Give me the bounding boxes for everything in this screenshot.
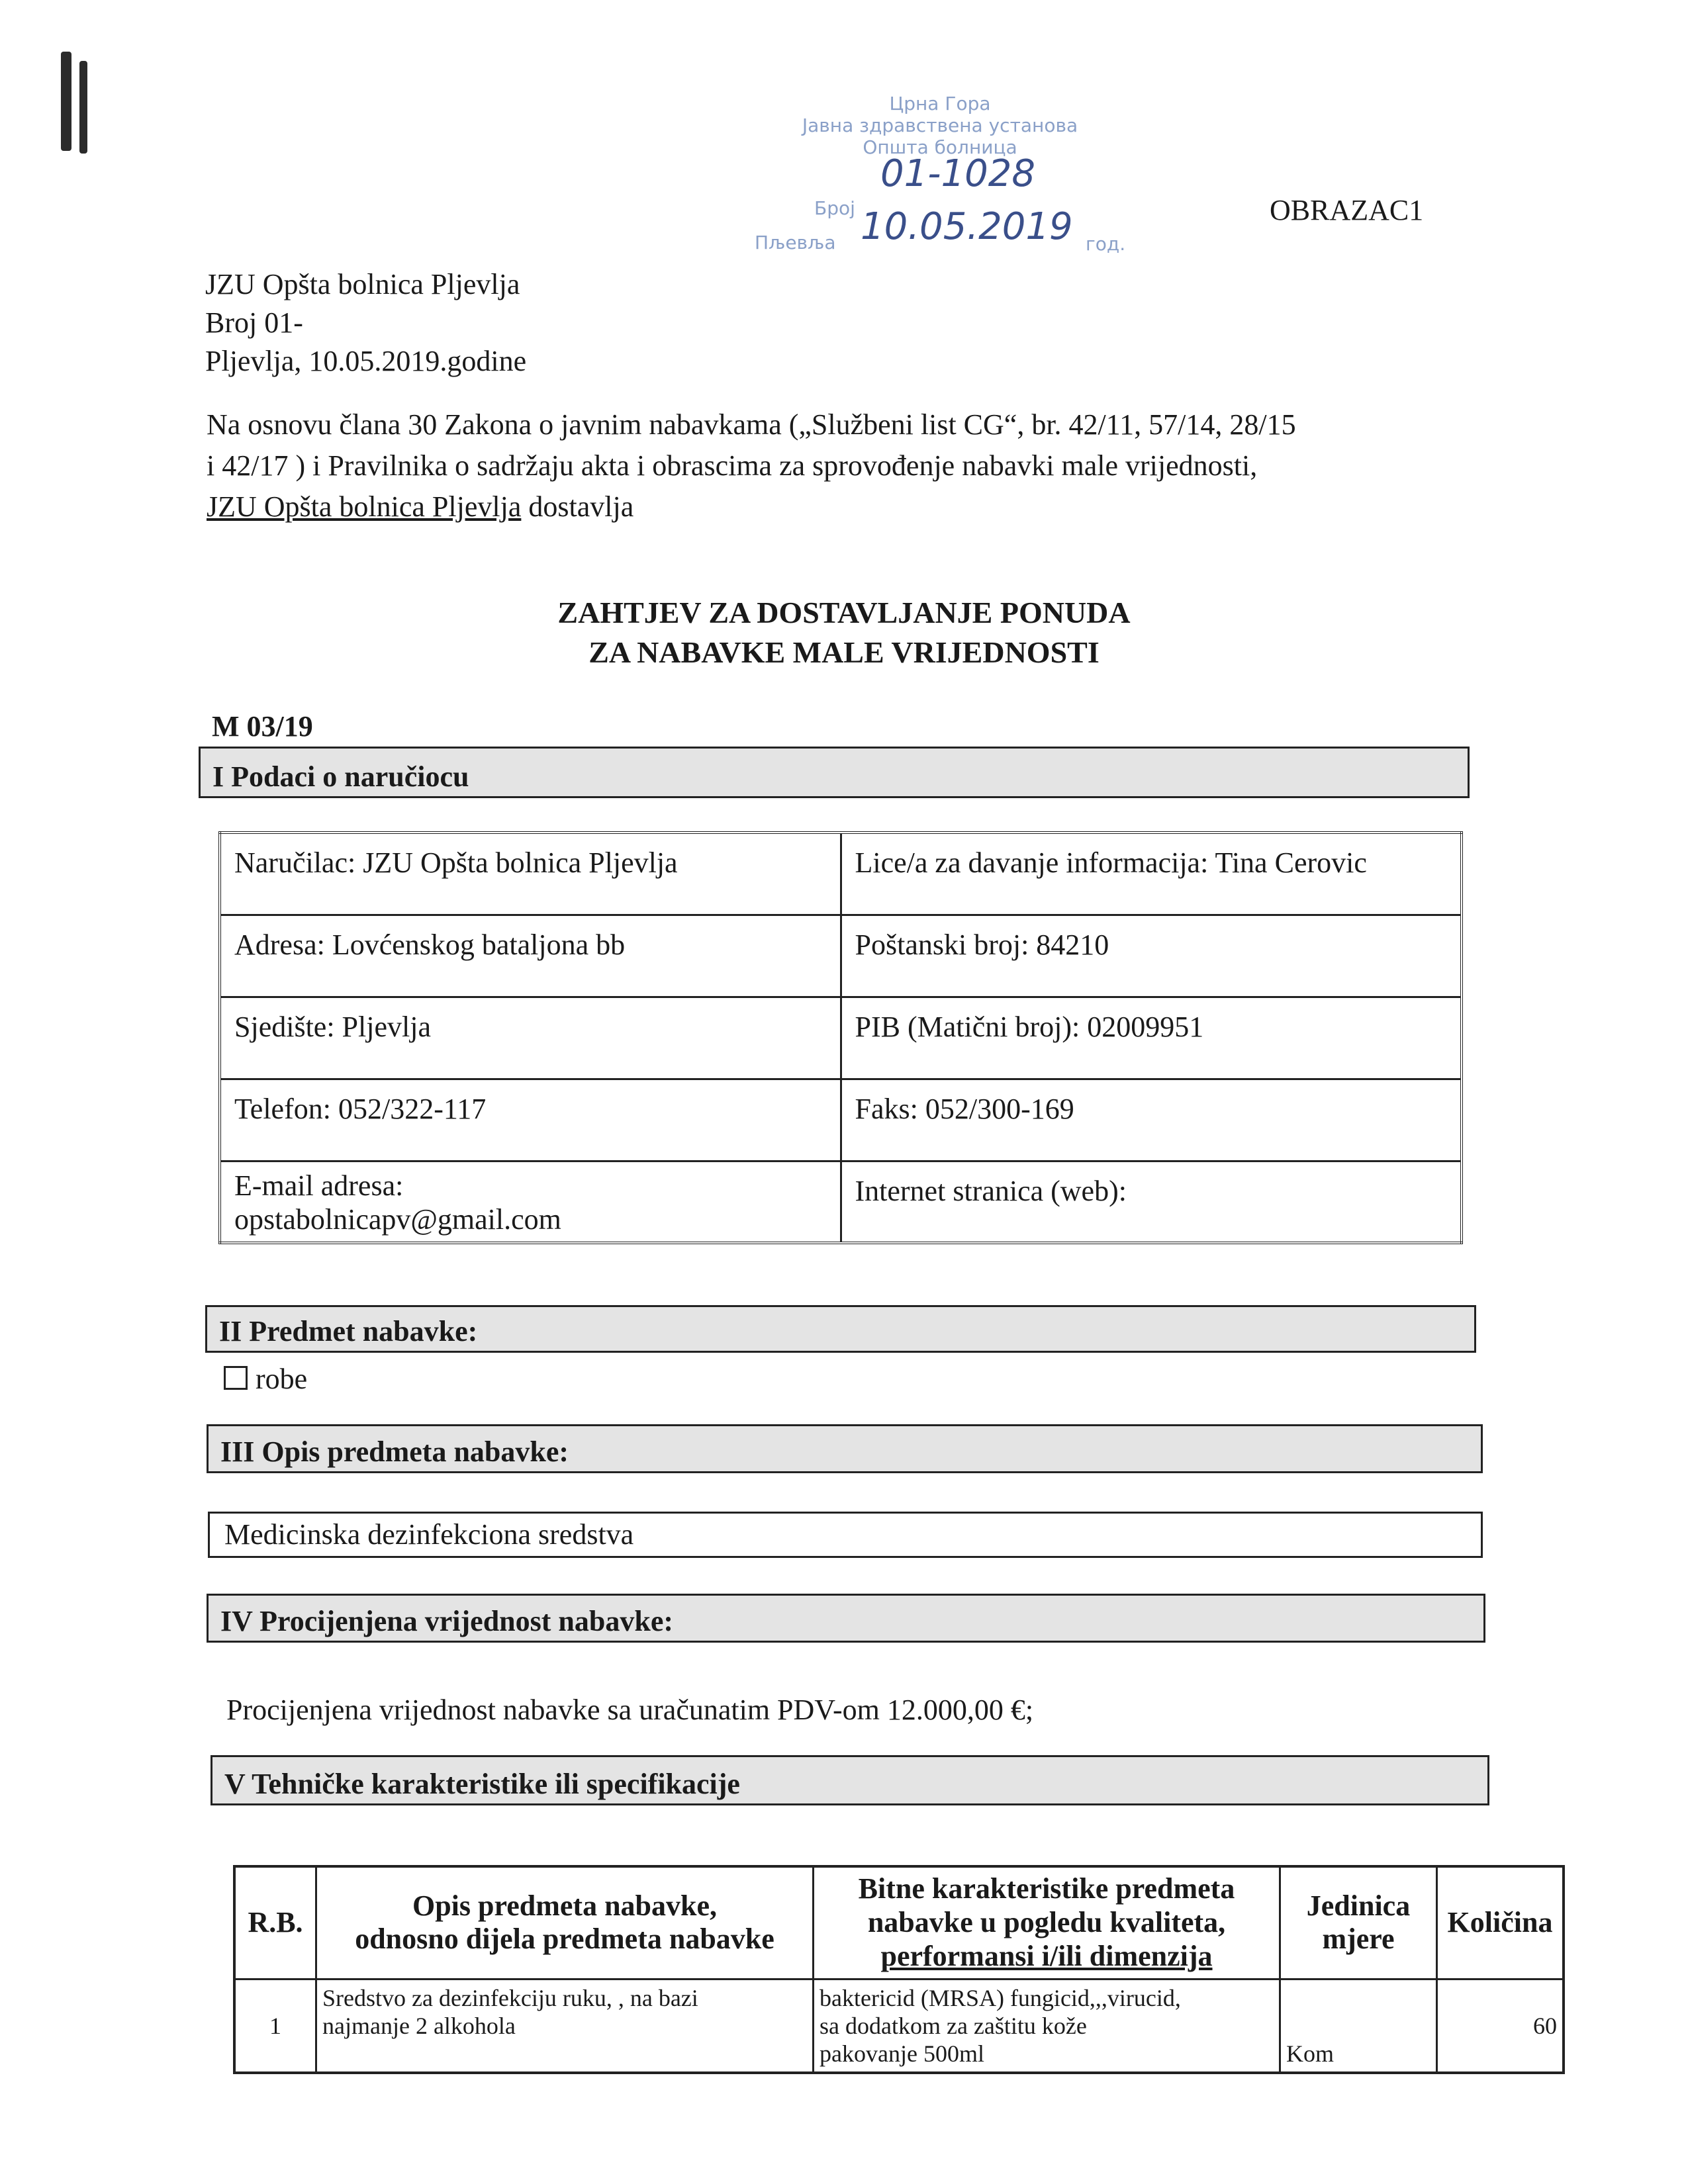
- subject-option: [224, 1361, 307, 1397]
- email-value: opstabolnicapv@gmail.com: [234, 1203, 561, 1236]
- header-quantity: Količina: [1437, 1866, 1564, 1979]
- row-quantity: 60: [1437, 1979, 1564, 2073]
- description-text: Medicinska dezinfekciona sredstva: [224, 1518, 634, 1551]
- row-characteristics: [814, 1979, 1280, 2073]
- row-description-line: Sredstvo za dezinfekciju ruku, , na bazi: [322, 1984, 698, 2011]
- row-characteristics-line: pakovanje 500ml: [820, 2040, 984, 2067]
- row-rb: 1: [234, 1979, 316, 2073]
- estimate-text: Procijenjena vrijednost nabavke sa uračunatim PDV-om 12.000,00 €;: [226, 1694, 1034, 1726]
- phone-cell: Telefon: 052/322-117: [220, 1079, 841, 1161]
- email-cell: [220, 1161, 841, 1243]
- contact-person-cell: Lice/a za davanje informacija: Tina Cerovic: [841, 833, 1462, 915]
- header-place-date: Pljevlja, 10.05.2019.godine: [205, 345, 527, 377]
- header-description-line: odnosno dijela predmeta nabavke: [355, 1923, 774, 1956]
- header-characteristics-line: performansi i/ili dimenzija: [880, 1939, 1213, 1972]
- row-unit: Kom: [1280, 1979, 1437, 2073]
- row-description-line: najmanje 2 alkohola: [322, 2012, 516, 2039]
- address-cell: Adresa: Lovćenskog bataljona bb: [220, 915, 841, 997]
- procurement-code: M 03/19: [212, 710, 313, 743]
- section-header-description: III Opis predmeta nabavke:: [207, 1424, 1483, 1473]
- table-row: [220, 1079, 1462, 1161]
- robe-checkbox[interactable]: [224, 1366, 248, 1390]
- client-name-cell: Naručilac: JZU Opšta bolnica Pljevlja: [220, 833, 841, 915]
- table-row: [220, 997, 1462, 1079]
- header-characteristics: [814, 1866, 1280, 1979]
- table-row: [234, 1979, 1564, 2073]
- stamp-place-label: Пљевља: [755, 232, 836, 253]
- stamp-year-suffix: год.: [1086, 233, 1126, 255]
- row-description: [316, 1979, 814, 2073]
- stamp-line: Општа болница: [863, 136, 1017, 158]
- postal-code-cell: Poštanski broj: 84210: [841, 915, 1462, 997]
- header-unit-line: mjere: [1322, 1923, 1395, 1956]
- stamp-handwritten-date: 10.05.2019: [861, 205, 1073, 248]
- spec-table: [233, 1865, 1565, 2074]
- margin-mark: [79, 61, 87, 154]
- email-label: E-mail adresa:: [234, 1169, 404, 1202]
- intro-line-3: [207, 488, 633, 525]
- header-rb: R.B.: [234, 1866, 316, 1979]
- subject-option-label: robe: [256, 1363, 308, 1395]
- stamp-number-label: Број: [814, 197, 855, 219]
- section-header-subject: II Predmet nabavke:: [205, 1305, 1476, 1353]
- pib-cell: PIB (Matični broj): 02009951: [841, 997, 1462, 1079]
- header-unit-line: Jedinica: [1306, 1889, 1411, 1922]
- row-characteristics-line: sa dodatkom za zaštitu kože: [820, 2012, 1087, 2039]
- stamp-line: Црна Гора: [889, 93, 991, 114]
- header-description: [316, 1866, 814, 1979]
- stamp-handwritten-number: 01-1028: [880, 152, 1035, 195]
- header-institution: JZU Opšta bolnica Pljevlja: [205, 268, 520, 300]
- registry-stamp: [728, 93, 1152, 158]
- intro-line-3-rest: dostavlja: [521, 490, 634, 523]
- title-line-1: ZAHTJEV ZA DOSTAVLJANJE PONUDA: [557, 596, 1131, 629]
- title-line-2: ZA NABAVKE MALE VRIJEDNOSTI: [588, 635, 1100, 669]
- form-label: OBRAZAC1: [1270, 194, 1424, 226]
- description-box: [208, 1512, 1483, 1558]
- header-number: Broj 01-: [205, 306, 303, 339]
- header-characteristics-line: nabavke u pogledu kvaliteta,: [867, 1905, 1226, 1938]
- document-title: [0, 593, 1688, 672]
- header-unit: [1280, 1866, 1437, 1979]
- intro-line-1: Na osnovu člana 30 Zakona o javnim nabavkama („Službeni list CG“, br. 42/11, 57/14, 28/15: [207, 408, 1296, 441]
- section-header-specs: V Tehničke karakteristike ili specifikacije: [211, 1755, 1489, 1805]
- stamp-line: Јавна здравствена установа: [802, 114, 1078, 136]
- intro-line-2: i 42/17 ) i Pravilnika o sadržaju akta i obrascima za sprovođenje nabavki male vrijednosti,: [207, 449, 1258, 482]
- fax-cell: Faks: 052/300-169: [841, 1079, 1462, 1161]
- header-description-line: Opis predmeta nabavke,: [412, 1889, 718, 1922]
- row-characteristics-line: baktericid (MRSA) fungicid,,,virucid,: [820, 1984, 1181, 2011]
- margin-mark: [61, 52, 71, 151]
- section-header-client: I Podaci o naručiocu: [199, 747, 1470, 798]
- header-characteristics-line: Bitne karakteristike predmeta: [858, 1872, 1235, 1905]
- table-row: [220, 833, 1462, 915]
- website-cell: Internet stranica (web):: [841, 1161, 1462, 1243]
- client-info-table: [218, 831, 1463, 1244]
- table-row: [220, 1161, 1462, 1243]
- table-header-row: [234, 1866, 1564, 1979]
- table-row: [220, 915, 1462, 997]
- section-header-estimate: IV Procijenjena vrijednost nabavke:: [207, 1594, 1485, 1643]
- intro-institution-underlined: JZU Opšta bolnica Pljevlja: [207, 490, 522, 523]
- seat-cell: Sjedište: Pljevlja: [220, 997, 841, 1079]
